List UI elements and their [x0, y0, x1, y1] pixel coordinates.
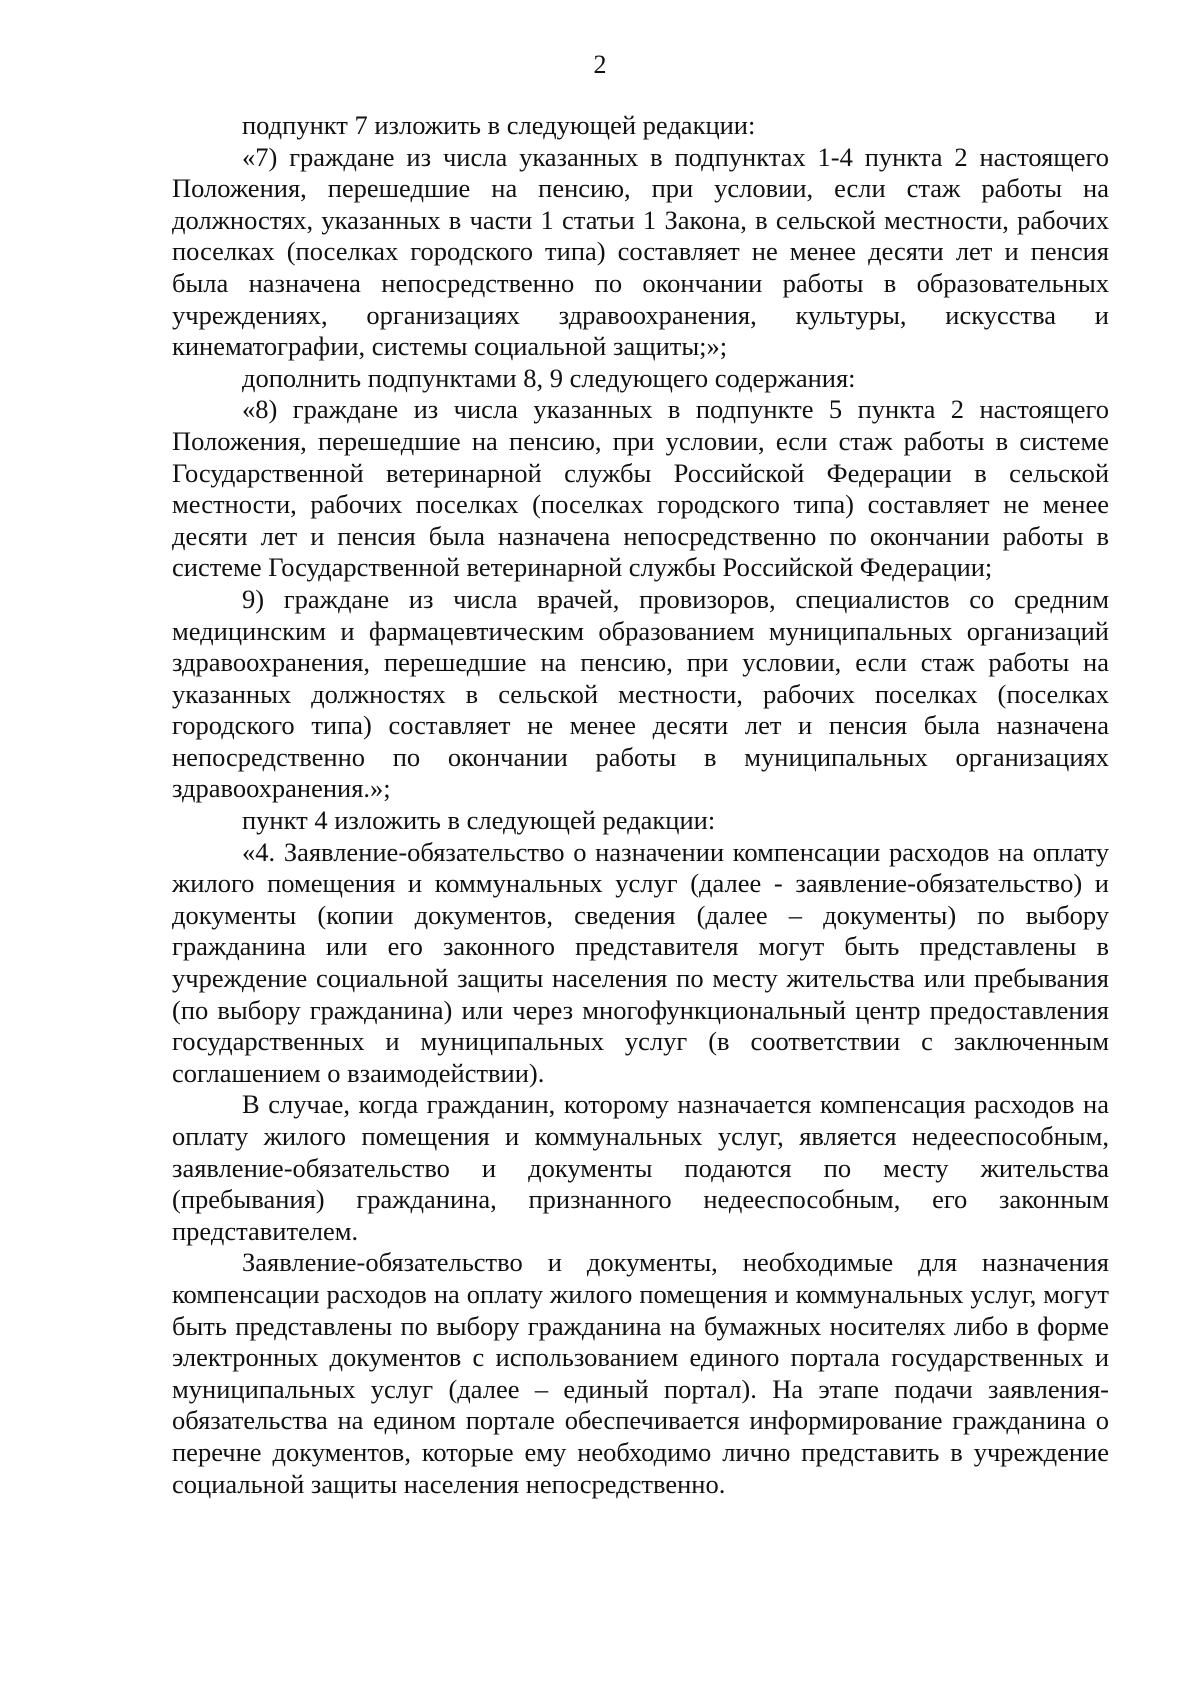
paragraph-incapacitated-citizen: В случае, когда гражданин, которому назначается компенсация расходов на оплату жилого помещения и коммунальных услуг, является недееспособным, заявление-обязательство и документы подаются по месту жительства (пребывания) гражданина, признанного недееспособным, его законным представителем. — [172, 1089, 1109, 1246]
paragraph-subitem-9: 9) граждане из числа врачей, провизоров, специалистов со средним медицинским и фармацевтическим образованием муниципальных организаций здравоохранения, перешедшие на пенсию, при условии, если стаж работы на указанных должностях в сельской местности, рабочих поселках (поселках городского типа) составляет не менее десяти лет и пенсия была назначена непосредственно по окончании работы в муниципальных организациях здравоохранения.»; — [172, 583, 1109, 804]
paragraph-electronic-submission: Заявление-обязательство и документы, необходимые для назначения компенсации расходов на оплату жилого помещения и коммунальных услуг, могут быть представлены по выбору гражданина на бумажных носителях либо в форме электронных документов с использованием единого портала государственных и муниципальных услуг (далее – единый портал). На этапе подачи заявления-обязательства на едином портале обеспечивается информирование гражданина о перечне документов, которые ему необходимо лично представить в учреждение социальной защиты населения непосредственно. — [172, 1247, 1109, 1499]
page-number: 2 — [593, 50, 607, 79]
paragraph-item-4: «4. Заявление-обязательство о назначении компенсации расходов на оплату жилого помещения и коммунальных услуг (далее - заявление-обязательство) и документы (копии документов, сведения (далее – документы) по выбору гражданина или его законного представителя могут быть представлены в учреждение социальной защиты населения по месту жительства или пребывания (по выбору гражданина) или через многофункциональный центр предоставления государственных и муниципальных услуг (в соответствии с заключенным соглашением о взаимодействии). — [172, 836, 1109, 1088]
paragraph-subitem-8: «8) граждане из числа указанных в подпункте 5 пункта 2 настоящего Положения, перешедшие на пенсию, при условии, если стаж работы в системе Государственной ветеринарной службы Российской Федерации в сельской местности, рабочих поселках (поселках городского типа) составляет не менее десяти лет и пенсия была назначена непосредственно по окончании работы в системе Государственной ветеринарной службы Российской Федерации; — [172, 394, 1109, 583]
paragraph-subitem-7: «7) граждане из числа указанных в подпунктах 1-4 пункта 2 настоящего Положения, перешедшие на пенсию, при условии, если стаж работы на должностях, указанных в части 1 статьи 1 Закона, в сельской местности, рабочих поселках (поселках городского типа) составляет не менее десяти лет и пенсия была назначена непосредственно по окончании работы в образовательных учреждениях, организациях здравоохранения, культуры, искусства и кинематографии, системы социальной защиты;»; — [172, 141, 1109, 362]
document-body — [172, 110, 1109, 1500]
paragraph-item-4-intro: пункт 4 изложить в следующей редакции: — [242, 805, 716, 836]
paragraph-subitem-7-intro: подпункт 7 изложить в следующей редакции: — [242, 110, 756, 140]
paragraph-subitems-8-9-intro: дополнить подпунктами 8, 9 следующего содержания: — [242, 362, 856, 393]
